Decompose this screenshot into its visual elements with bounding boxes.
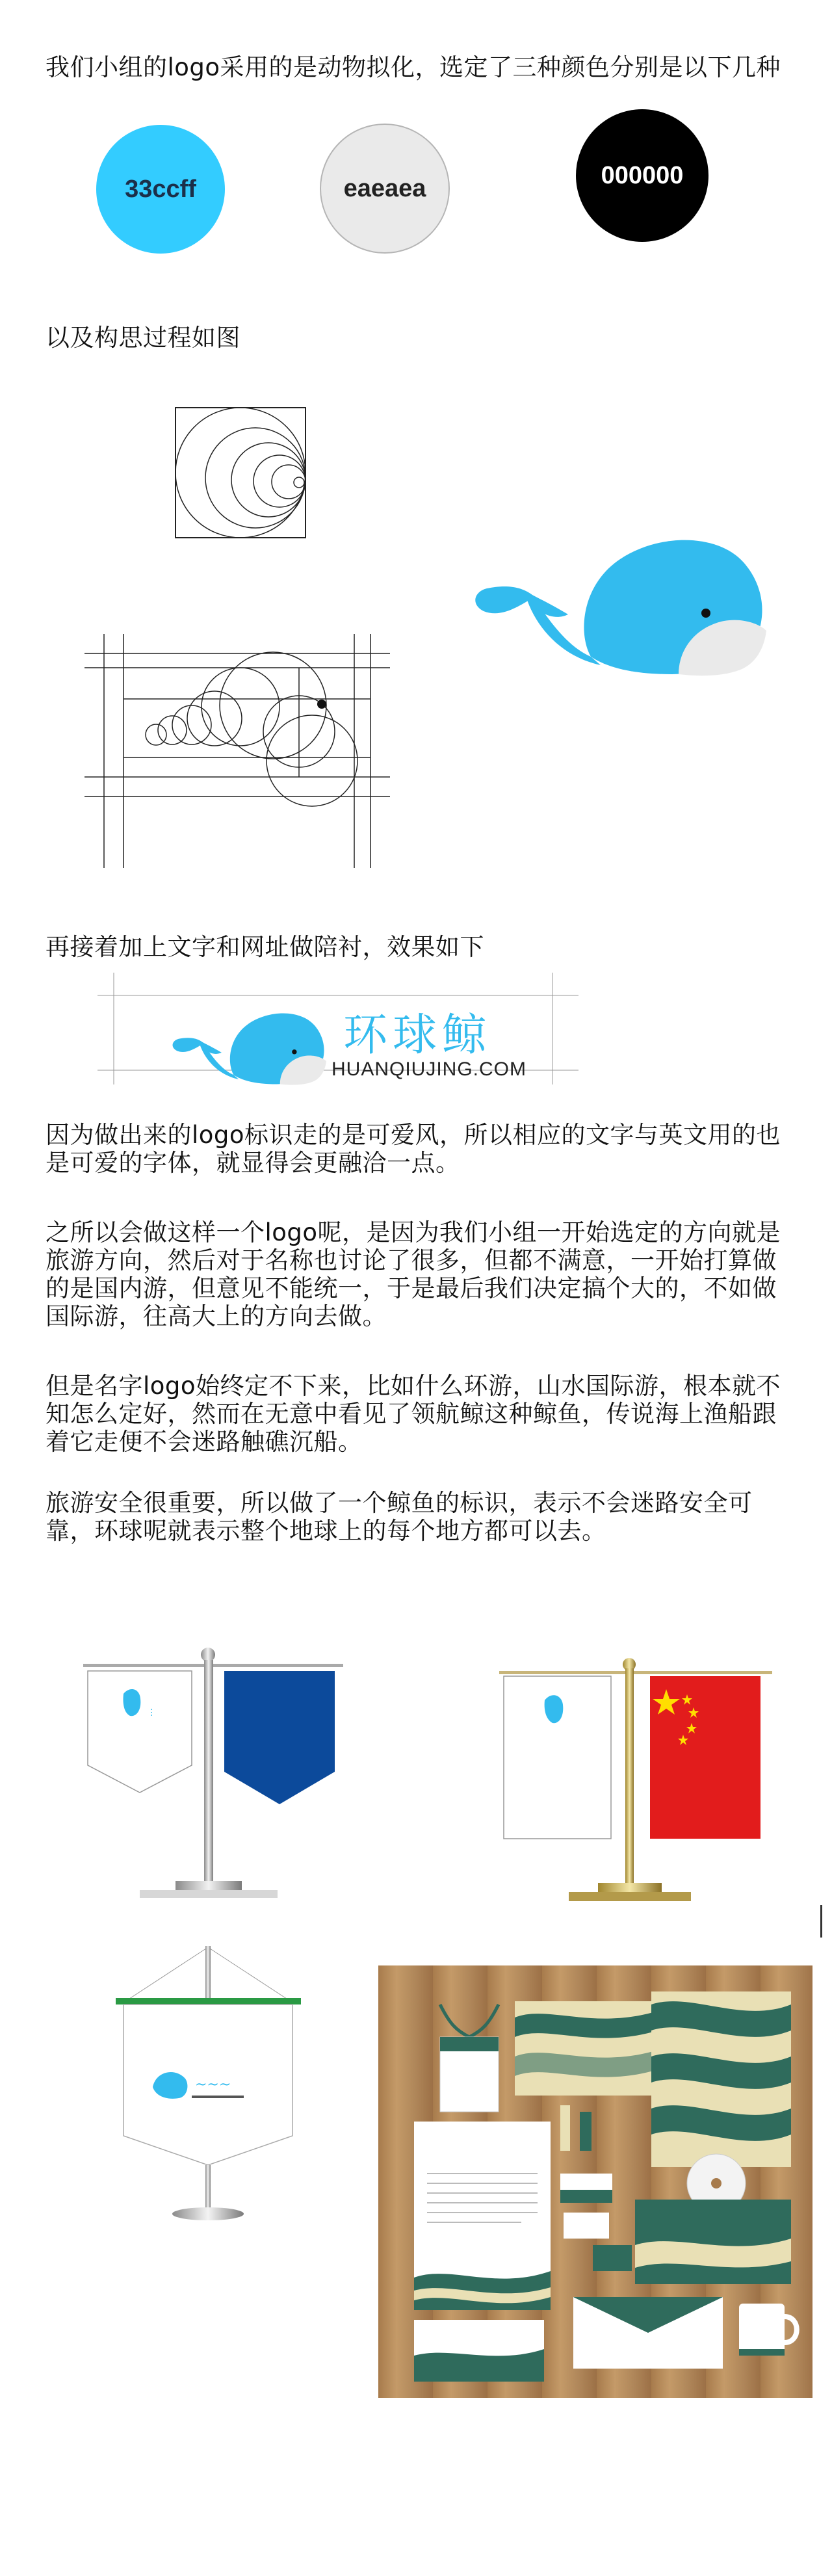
page-edge-mark: [820, 1905, 822, 1938]
whale-logo-small: [162, 1005, 332, 1090]
banner-mockup: [104, 1941, 312, 2240]
intro-paragraph: 我们小组的logo采用的是动物拟化，选定了三种颜色分别是以下几种: [46, 53, 781, 81]
construction-circles-sketch: [174, 406, 311, 543]
paragraph-1: 因为做出来的logo标识走的是可爱风，所以相应的文字与英文用的也是可爱的字体，就显得会更融洽一点。: [46, 1121, 781, 1177]
color-swatch-blue: [96, 125, 225, 254]
text-add-caption: 再接着加上文字和网址做陪衬，效果如下: [46, 933, 484, 961]
color-label-blue: 33ccff: [125, 175, 196, 203]
flag-mockup-china: [488, 1645, 786, 1912]
paragraph-2: 之所以会做这样一个logo呢，是因为我们小组一开始选定的方向就是旅游方向，然后对于名称也讨论了很多，但都不满意，一开始打算做的是国内游，但意见不能统一，于是最后我们决定搞个大的，不如做国际游，往高大上的方向去做。: [46, 1218, 781, 1330]
svg-text:~~~: ~~~: [195, 2077, 231, 2093]
whale-logo-large: [464, 523, 768, 686]
color-label-gray: eaeaea: [343, 174, 426, 202]
process-caption: 以及构思过程如图: [46, 324, 240, 352]
construction-grid-sketch: [84, 634, 390, 868]
stationery-items: [378, 1965, 812, 2398]
svg-text:···: ···: [146, 1708, 156, 1717]
color-label-black: 000000: [601, 161, 684, 189]
color-swatch-gray: [320, 124, 450, 254]
paragraph-4: 旅游安全很重要，所以做了一个鲸鱼的标识，表示不会迷路安全可靠，环球呢就表示整个地球上的每个地方都可以去。: [46, 1489, 753, 1545]
flag-mockup-blue: [78, 1635, 364, 1908]
logo-url: HUANQIUJING.COM: [332, 1058, 526, 1080]
stationery-mockup: [378, 1965, 812, 2398]
logo-cn-name: 环球鲸: [343, 1010, 492, 1061]
paragraph-3: 但是名字logo始终定不下来，比如什么环游，山水国际游，根本就不知怎么定好，然而在无意中看见了领航鲸这种鲸鱼，传说海上渔船跟着它走便不会迷路触礁沉船。: [46, 1372, 781, 1456]
color-swatch-black: [576, 109, 708, 242]
